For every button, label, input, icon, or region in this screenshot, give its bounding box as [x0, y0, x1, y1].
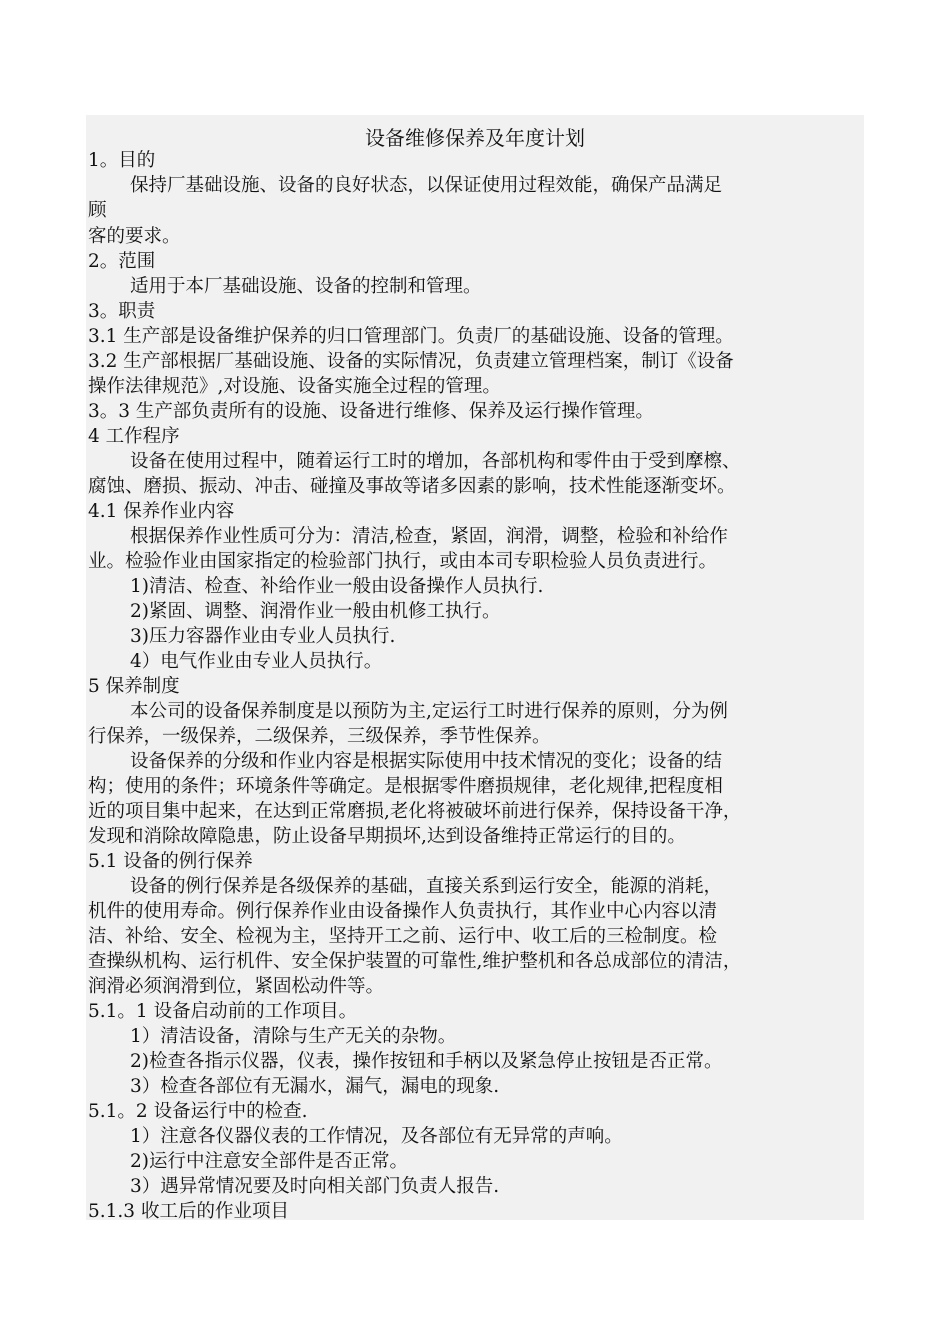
heading-duties: 3。职责	[88, 301, 156, 322]
list-item: 2)运行中注意安全部件是否正常。	[130, 1151, 408, 1172]
heading-during-operation: 5.1。2 设备运行中的检查.	[88, 1101, 308, 1122]
heading-scope: 2。范围	[88, 251, 156, 272]
paragraph-line: 设备保养的分级和作业内容是根据实际使用中技术情况的变化；设备的结	[130, 751, 723, 772]
paragraph-line: 机件的使用寿命。例行保养作业由设备操作人负责执行，其作业中心内容以清	[88, 901, 718, 922]
paragraph-line: 3.1 生产部是设备维护保养的归口管理部门。负责厂的基础设施、设备的管理。	[88, 326, 734, 347]
paragraph-line: 构；使用的条件；环境条件等确定。是根据零件磨损规律，老化规律,把程度相	[88, 776, 723, 797]
heading-procedure: 4 工作程序	[88, 426, 180, 447]
paragraph-line: 业。检验作业由国家指定的检验部门执行，或由本司专职检验人员负责进行。	[88, 551, 718, 572]
paragraph-line: 保持厂基础设施、设备的良好状态，以保证使用过程效能，确保产品满足	[130, 175, 723, 196]
list-item: 1)清洁、检查、补给作业一般由设备操作人员执行.	[130, 576, 544, 597]
heading-maintenance-content: 4.1 保养作业内容	[88, 501, 235, 522]
paragraph-line: 适用于本厂基础设施、设备的控制和管理。	[130, 276, 482, 297]
paragraph-line: 近的项目集中起来，在达到正常磨损,老化将被破坏前进行保养，保持设备干净，	[88, 801, 742, 822]
paragraph-line: 客的要求。	[88, 226, 181, 247]
list-item: 1）注意各仪器仪表的工作情况，及各部位有无异常的声响。	[130, 1126, 623, 1147]
heading-after-work: 5.1.3 收工后的作业项目	[88, 1201, 289, 1222]
heading-routine-maintenance: 5.1 设备的例行保养	[88, 851, 253, 872]
paragraph-line: 操作法律规范》,对设施、设备实施全过程的管理。	[88, 376, 501, 397]
paragraph-line: 3。3 生产部负责所有的设施、设备进行维修、保养及运行操作管理。	[88, 401, 654, 422]
paragraph-line: 发现和消除故障隐患，防止设备早期损坏,达到设备维持正常运行的目的。	[88, 826, 686, 847]
paragraph-line: 洁、补给、安全、检视为主，坚持开工之前、运行中、收工后的三检制度。检	[88, 926, 718, 947]
paragraph-line: 根据保养作业性质可分为：清洁,检查，紧固，润滑，调整，检验和补给作	[130, 526, 728, 547]
list-item: 1）清洁设备，清除与生产无关的杂物。	[130, 1026, 457, 1047]
paragraph-line: 设备在使用过程中，随着运行工时的增加，各部机构和零件由于受到摩檫、	[130, 451, 741, 472]
paragraph-line: 设备的例行保养是各级保养的基础，直接关系到运行安全，能源的消耗，	[130, 876, 723, 897]
heading-purpose: 1。目的	[88, 150, 156, 171]
paragraph-line: 本公司的设备保养制度是以预防为主,定运行工时进行保养的原则，分为例	[130, 701, 728, 722]
list-item: 3）遇异常情况要及时向相关部门负责人报告.	[130, 1176, 500, 1197]
document-title: 设备维修保养及年度计划	[365, 126, 585, 150]
paragraph-line: 行保养，一级保养，二级保养，三级保养，季节性保养。	[88, 726, 551, 747]
list-item: 3)压力容器作业由专业人员执行.	[130, 626, 396, 647]
list-item: 2)检查各指示仪器，仪表，操作按钮和手柄以及紧急停止按钮是否正常。	[130, 1051, 723, 1072]
heading-maintenance-system: 5 保养制度	[88, 676, 180, 697]
list-item: 3）检查各部位有无漏水，漏气，漏电的现象.	[130, 1076, 500, 1097]
list-item: 2)紧固、调整、润滑作业一般由机修工执行。	[130, 601, 501, 622]
paragraph-line: 查操纵机构、运行机件、安全保护装置的可靠性,维护整机和各总成部位的清洁，	[88, 951, 742, 972]
paragraph-line: 腐蚀、磨损、振动、冲击、碰撞及事故等诸多因素的影响，技术性能逐渐变坏。	[88, 476, 736, 497]
heading-before-start: 5.1。1 设备启动前的工作项目。	[88, 1001, 358, 1022]
paragraph-line: 润滑必须润滑到位，紧固松动件等。	[88, 976, 385, 997]
paragraph-line: 3.2 生产部根据厂基础设施、设备的实际情况，负责建立管理档案，制订《设备	[88, 351, 734, 372]
paragraph-line: 顾	[88, 200, 107, 221]
list-item: 4）电气作业由专业人员执行。	[130, 651, 383, 672]
